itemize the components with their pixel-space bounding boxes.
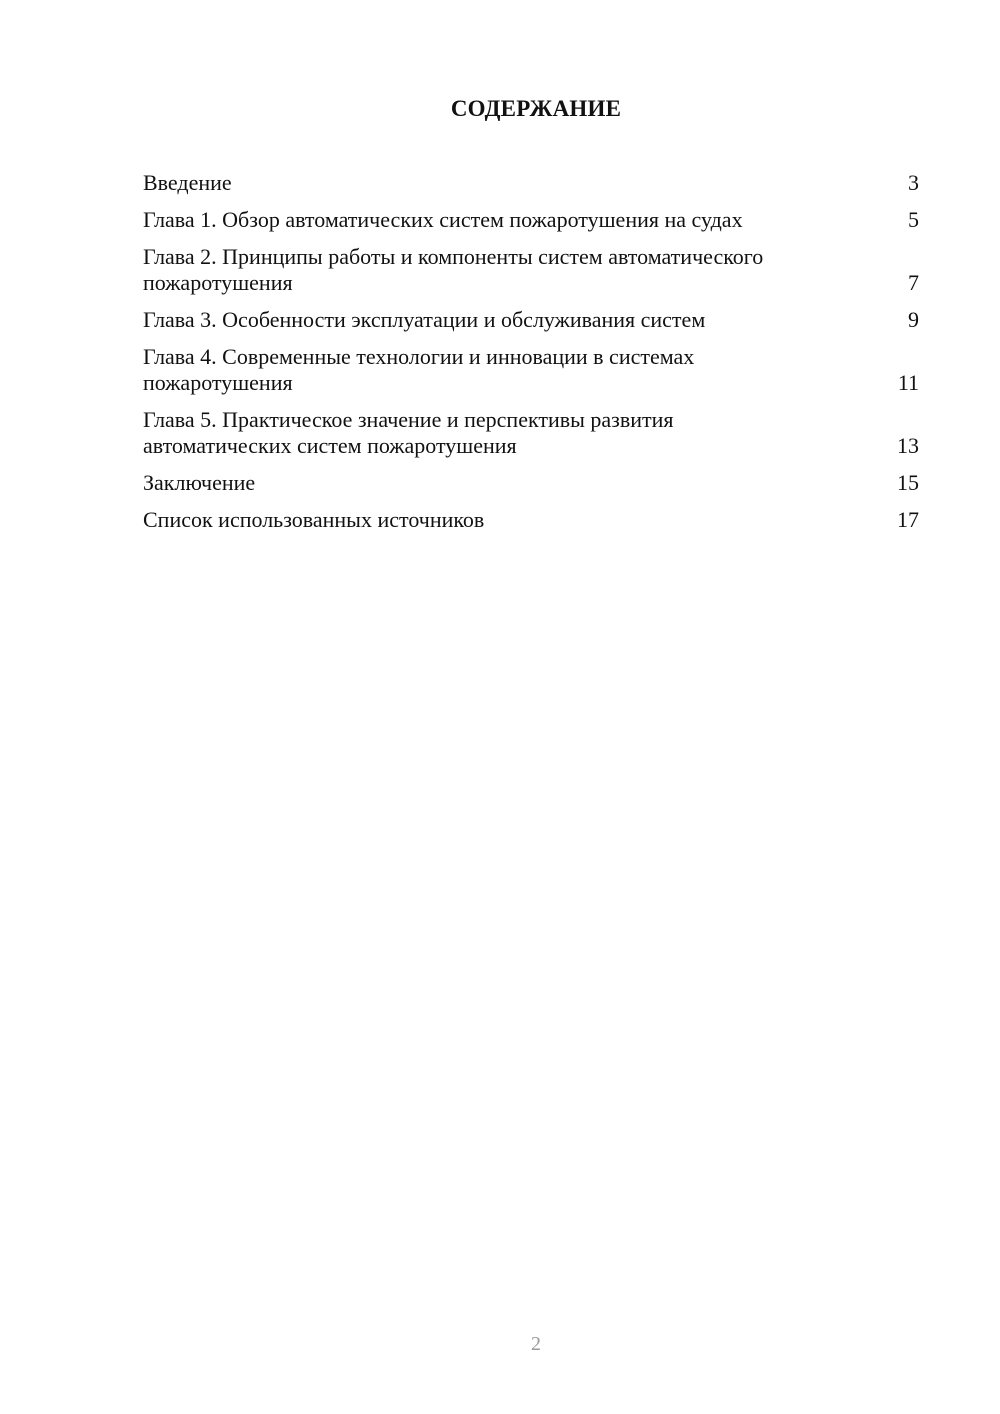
toc-entry-page: 9 <box>908 307 919 332</box>
toc-entry-label: Глава 2. Принципы работы и компоненты систем автоматического пожаротушения <box>143 244 764 295</box>
toc-entry-page: 5 <box>908 207 919 232</box>
toc-entry-introduction <box>143 170 919 196</box>
toc-entry-label: Глава 4. Современные технологии и инновации в системах пожаротушения <box>143 344 695 395</box>
toc-entry-page: 15 <box>897 470 919 495</box>
page-number: 2 <box>531 1333 541 1355</box>
toc-entry-label: Введение <box>143 170 232 195</box>
toc-entry-label: Глава 3. Особенности эксплуатации и обслуживания систем <box>143 307 706 332</box>
toc-entry-label: Глава 5. Практическое значение и перспективы развития автоматических систем пожаротушения <box>143 407 674 458</box>
toc-entry-label: Заключение <box>143 470 256 495</box>
toc-entry-label: Глава 1. Обзор автоматических систем пожаротушения на судах <box>143 207 743 232</box>
toc-entry-chapter-3 <box>143 307 919 333</box>
toc-entry-page: 11 <box>897 370 919 395</box>
toc-entry-references <box>143 507 919 533</box>
toc-entry-label: Список использованных источников <box>143 507 485 532</box>
toc-entry-page: 3 <box>908 170 919 195</box>
toc-entry-page: 17 <box>897 507 919 532</box>
page-title: СОДЕРЖАНИЕ <box>450 96 622 121</box>
toc-entry-page: 7 <box>908 270 919 295</box>
toc-entry-chapter-2 <box>143 244 919 296</box>
toc-entry-page: 13 <box>897 433 919 458</box>
table-of-contents <box>143 170 919 544</box>
toc-entry-chapter-4 <box>143 344 919 396</box>
toc-entry-conclusion <box>143 470 919 496</box>
toc-entry-chapter-1 <box>143 207 919 233</box>
toc-entry-chapter-5 <box>143 407 919 459</box>
